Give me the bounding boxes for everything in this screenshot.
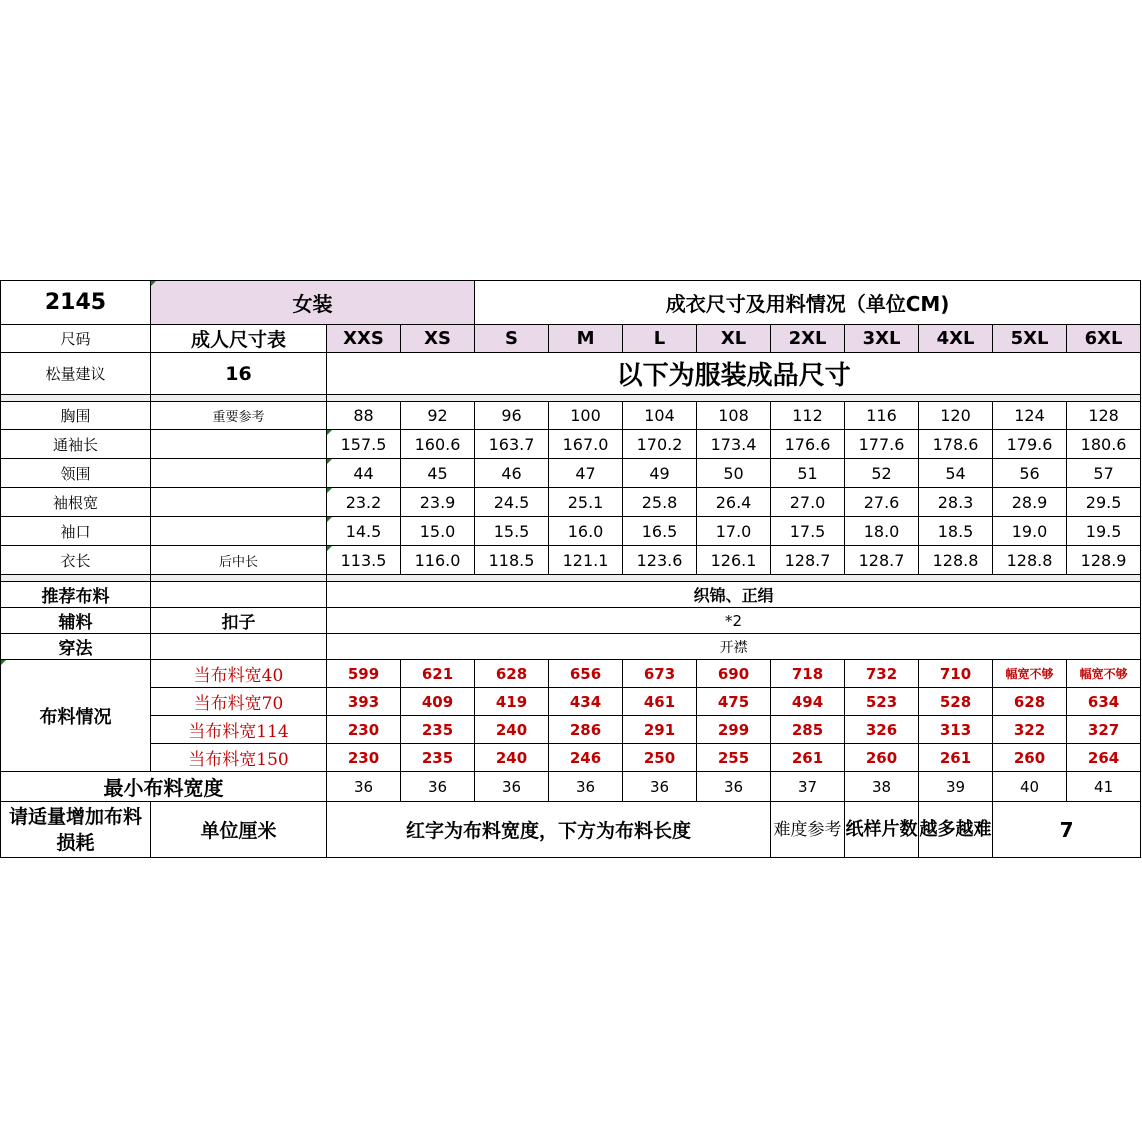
measure-value: 23.9 xyxy=(401,488,475,517)
measure-value: 50 xyxy=(697,459,771,488)
usage-value: 261 xyxy=(919,744,993,772)
usage-value: 656 xyxy=(549,660,623,688)
min-width-value: 40 xyxy=(993,772,1067,802)
min-width-value: 38 xyxy=(845,772,919,802)
wear-blank xyxy=(151,634,327,660)
min-width-value: 36 xyxy=(475,772,549,802)
usage-value: 230 xyxy=(327,716,401,744)
measure-value: 173.4 xyxy=(697,430,771,459)
usage-value: 393 xyxy=(327,688,401,716)
min-width-value: 36 xyxy=(549,772,623,802)
measure-note xyxy=(151,488,327,517)
measure-value: 52 xyxy=(845,459,919,488)
accessories-value: *2 xyxy=(327,608,1141,634)
usage-value: 732 xyxy=(845,660,919,688)
usage-value: 494 xyxy=(771,688,845,716)
usage-label: 布料情况 xyxy=(1,660,151,772)
usage-row-70 xyxy=(1,688,1141,716)
measure-label: 衣长 xyxy=(1,546,151,575)
ease-label: 松量建议 xyxy=(1,353,151,395)
usage-value: 327 xyxy=(1067,716,1141,744)
size-6xl: 6XL xyxy=(1067,325,1141,353)
measure-value: 124 xyxy=(993,402,1067,430)
min-width-value: 39 xyxy=(919,772,993,802)
min-width-label: 最小布料宽度 xyxy=(1,772,327,802)
measure-note xyxy=(151,430,327,459)
min-width-value: 36 xyxy=(697,772,771,802)
usage-value: 幅宽不够 xyxy=(993,660,1067,688)
usage-value: 528 xyxy=(919,688,993,716)
measure-note: 重要参考 xyxy=(151,402,327,430)
min-width-value: 36 xyxy=(623,772,697,802)
size-xs: XS xyxy=(401,325,475,353)
usage-value: 250 xyxy=(623,744,697,772)
measure-value: 123.6 xyxy=(623,546,697,575)
measure-value: 15.5 xyxy=(475,517,549,546)
measure-value: 160.6 xyxy=(401,430,475,459)
usage-value: 291 xyxy=(623,716,697,744)
wear-label: 穿法 xyxy=(1,634,151,660)
measure-value: 157.5 xyxy=(327,430,401,459)
difficulty-label: 难度参考 xyxy=(771,802,845,858)
measure-row-sleeve-length xyxy=(1,430,1141,459)
measure-value: 24.5 xyxy=(475,488,549,517)
usage-value: 628 xyxy=(475,660,549,688)
measure-value: 116 xyxy=(845,402,919,430)
size-chart-table xyxy=(0,280,1141,858)
usage-value: 718 xyxy=(771,660,845,688)
usage-value: 260 xyxy=(845,744,919,772)
usage-value: 326 xyxy=(845,716,919,744)
measure-value: 17.0 xyxy=(697,517,771,546)
measure-label: 袖根宽 xyxy=(1,488,151,517)
fabric-row xyxy=(1,582,1141,608)
min-width-value: 37 xyxy=(771,772,845,802)
measure-value: 44 xyxy=(327,459,401,488)
size-s: S xyxy=(475,325,549,353)
accessories-row xyxy=(1,608,1141,634)
measure-value: 19.5 xyxy=(1067,517,1141,546)
size-2xl: 2XL xyxy=(771,325,845,353)
separator-cell xyxy=(327,575,1141,582)
measure-value: 128.7 xyxy=(845,546,919,575)
measure-value: 56 xyxy=(993,459,1067,488)
pattern-pieces-label: 纸样片数 xyxy=(845,802,919,858)
measure-value: 128.8 xyxy=(919,546,993,575)
size-m: M xyxy=(549,325,623,353)
measure-value: 16.5 xyxy=(623,517,697,546)
usage-row-114 xyxy=(1,716,1141,744)
usage-value: 673 xyxy=(623,660,697,688)
measure-value: 54 xyxy=(919,459,993,488)
usage-value: 710 xyxy=(919,660,993,688)
separator-cell xyxy=(1,395,151,402)
finished-size-note: 以下为服装成品尺寸 xyxy=(327,353,1141,395)
measure-value: 113.5 xyxy=(327,546,401,575)
measure-value: 18.5 xyxy=(919,517,993,546)
measure-value: 27.0 xyxy=(771,488,845,517)
fabric-blank xyxy=(151,582,327,608)
measure-value: 108 xyxy=(697,402,771,430)
measure-value: 128.8 xyxy=(993,546,1067,575)
measure-value: 51 xyxy=(771,459,845,488)
separator-cell xyxy=(1,575,151,582)
measure-value: 27.6 xyxy=(845,488,919,517)
usage-row-150 xyxy=(1,744,1141,772)
separator-row xyxy=(1,575,1141,582)
measure-label: 领围 xyxy=(1,459,151,488)
measure-label: 袖口 xyxy=(1,517,151,546)
sheet-title: 成衣尺寸及用料情况（单位CM) xyxy=(475,281,1141,325)
measure-value: 120 xyxy=(919,402,993,430)
measure-label: 通袖长 xyxy=(1,430,151,459)
separator-cell xyxy=(151,575,327,582)
size-4xl: 4XL xyxy=(919,325,993,353)
measure-value: 18.0 xyxy=(845,517,919,546)
size-l: L xyxy=(623,325,697,353)
measure-value: 25.1 xyxy=(549,488,623,517)
measure-value: 104 xyxy=(623,402,697,430)
measure-value: 163.7 xyxy=(475,430,549,459)
usage-value: 409 xyxy=(401,688,475,716)
measure-value: 49 xyxy=(623,459,697,488)
fabric-loss-note: 请适量增加布料损耗 xyxy=(1,802,151,858)
measure-value: 19.0 xyxy=(993,517,1067,546)
usage-value: 286 xyxy=(549,716,623,744)
size-label: 尺码 xyxy=(1,325,151,353)
measure-row-length xyxy=(1,546,1141,575)
usage-value: 235 xyxy=(401,716,475,744)
usage-value: 246 xyxy=(549,744,623,772)
usage-width: 当布料宽150 xyxy=(151,744,327,772)
usage-value: 621 xyxy=(401,660,475,688)
usage-width: 当布料宽40 xyxy=(151,660,327,688)
usage-value: 690 xyxy=(697,660,771,688)
wear-row xyxy=(1,634,1141,660)
footer-row xyxy=(1,802,1141,858)
style-code: 2145 xyxy=(1,281,151,325)
usage-value: 285 xyxy=(771,716,845,744)
usage-value: 230 xyxy=(327,744,401,772)
measure-value: 112 xyxy=(771,402,845,430)
min-width-value: 41 xyxy=(1067,772,1141,802)
usage-value: 634 xyxy=(1067,688,1141,716)
size-3xl: 3XL xyxy=(845,325,919,353)
min-width-value: 36 xyxy=(401,772,475,802)
usage-width: 当布料宽70 xyxy=(151,688,327,716)
measure-value: 96 xyxy=(475,402,549,430)
measure-value: 25.8 xyxy=(623,488,697,517)
unit-label: 单位厘米 xyxy=(151,802,327,858)
measure-value: 16.0 xyxy=(549,517,623,546)
measure-value: 17.5 xyxy=(771,517,845,546)
measure-value: 47 xyxy=(549,459,623,488)
measure-row-chest xyxy=(1,402,1141,430)
usage-value: 628 xyxy=(993,688,1067,716)
size-row xyxy=(1,325,1141,353)
usage-value: 475 xyxy=(697,688,771,716)
usage-value: 235 xyxy=(401,744,475,772)
harder-note: 越多越难 xyxy=(919,802,993,858)
usage-value: 599 xyxy=(327,660,401,688)
ease-row xyxy=(1,353,1141,395)
fabric-value: 织锦、正绢 xyxy=(327,582,1141,608)
usage-value: 240 xyxy=(475,716,549,744)
ease-value: 16 xyxy=(151,353,327,395)
measure-value: 128.7 xyxy=(771,546,845,575)
usage-value: 299 xyxy=(697,716,771,744)
accessories-label: 辅料 xyxy=(1,608,151,634)
usage-row-40 xyxy=(1,660,1141,688)
measure-value: 170.2 xyxy=(623,430,697,459)
measure-row-armhole xyxy=(1,488,1141,517)
usage-value: 261 xyxy=(771,744,845,772)
usage-value: 255 xyxy=(697,744,771,772)
usage-width: 当布料宽114 xyxy=(151,716,327,744)
measure-value: 28.9 xyxy=(993,488,1067,517)
chart-name: 成人尺寸表 xyxy=(151,325,327,353)
size-5xl: 5XL xyxy=(993,325,1067,353)
min-width-row xyxy=(1,772,1141,802)
usage-value: 264 xyxy=(1067,744,1141,772)
accessories-item: 扣子 xyxy=(151,608,327,634)
measure-value: 100 xyxy=(549,402,623,430)
measure-row-collar xyxy=(1,459,1141,488)
measure-value: 23.2 xyxy=(327,488,401,517)
measure-value: 116.0 xyxy=(401,546,475,575)
usage-value: 313 xyxy=(919,716,993,744)
header-row xyxy=(1,281,1141,325)
measure-value: 128.9 xyxy=(1067,546,1141,575)
measure-value: 26.4 xyxy=(697,488,771,517)
measure-value: 178.6 xyxy=(919,430,993,459)
measure-value: 177.6 xyxy=(845,430,919,459)
measure-label: 胸围 xyxy=(1,402,151,430)
measure-value: 179.6 xyxy=(993,430,1067,459)
garment-category: 女装 xyxy=(151,281,475,325)
color-explanation: 红字为布料宽度，下方为布料长度 xyxy=(327,802,771,858)
size-xxs: XXS xyxy=(327,325,401,353)
usage-value: 240 xyxy=(475,744,549,772)
measure-value: 118.5 xyxy=(475,546,549,575)
measure-value: 121.1 xyxy=(549,546,623,575)
measure-value: 88 xyxy=(327,402,401,430)
measure-value: 28.3 xyxy=(919,488,993,517)
size-chart-sheet xyxy=(0,280,1142,862)
usage-value: 434 xyxy=(549,688,623,716)
measure-value: 180.6 xyxy=(1067,430,1141,459)
measure-value: 45 xyxy=(401,459,475,488)
measure-value: 92 xyxy=(401,402,475,430)
measure-note xyxy=(151,459,327,488)
separator-cell xyxy=(151,395,327,402)
separator-row xyxy=(1,395,1141,402)
usage-value: 419 xyxy=(475,688,549,716)
measure-value: 29.5 xyxy=(1067,488,1141,517)
usage-value: 幅宽不够 xyxy=(1067,660,1141,688)
measure-value: 167.0 xyxy=(549,430,623,459)
measure-value: 57 xyxy=(1067,459,1141,488)
measure-note xyxy=(151,517,327,546)
measure-value: 14.5 xyxy=(327,517,401,546)
measure-value: 15.0 xyxy=(401,517,475,546)
measure-value: 128 xyxy=(1067,402,1141,430)
measure-value: 176.6 xyxy=(771,430,845,459)
measure-row-cuff xyxy=(1,517,1141,546)
separator-cell xyxy=(327,395,1141,402)
measure-value: 46 xyxy=(475,459,549,488)
usage-value: 461 xyxy=(623,688,697,716)
fabric-label: 推荐布料 xyxy=(1,582,151,608)
size-xl: XL xyxy=(697,325,771,353)
usage-value: 523 xyxy=(845,688,919,716)
wear-value: 开襟 xyxy=(327,634,1141,660)
min-width-value: 36 xyxy=(327,772,401,802)
measure-value: 126.1 xyxy=(697,546,771,575)
usage-value: 322 xyxy=(993,716,1067,744)
usage-value: 260 xyxy=(993,744,1067,772)
measure-note: 后中长 xyxy=(151,546,327,575)
pattern-pieces-count: 7 xyxy=(993,802,1141,858)
